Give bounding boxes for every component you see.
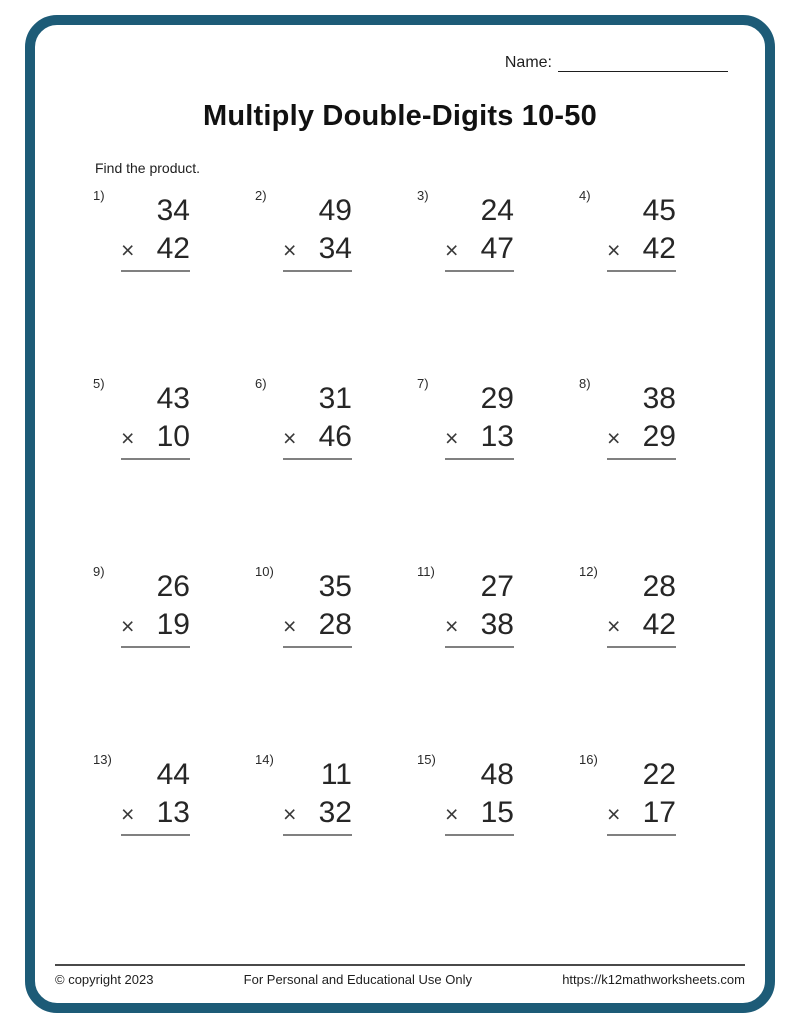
answer-line [445, 270, 514, 272]
problem-work [121, 758, 190, 836]
multiplier-row [283, 608, 352, 641]
times-icon: × [445, 613, 459, 639]
multiplicand: 48 [480, 758, 514, 791]
problem-work [607, 194, 676, 272]
multiplicand: 35 [318, 570, 352, 603]
multiplicand: 45 [642, 194, 676, 227]
multiplier-row [445, 608, 514, 641]
name-label: Name: [504, 54, 552, 71]
multiplier-row [445, 796, 514, 829]
answer-line [607, 646, 676, 648]
problem-12 [579, 562, 741, 750]
multiplier: 42 [642, 608, 676, 641]
problem-work [121, 382, 190, 460]
problem-16 [579, 750, 741, 938]
multiplier: 42 [642, 232, 676, 265]
problem-7 [417, 374, 579, 562]
times-icon: × [283, 613, 297, 639]
problem-work [445, 382, 514, 460]
answer-line [283, 270, 352, 272]
multiplicand: 38 [642, 382, 676, 415]
problem-number: 14) [255, 752, 274, 767]
multiplier: 42 [156, 232, 190, 265]
times-icon: × [607, 237, 621, 263]
problem-11 [417, 562, 579, 750]
problem-14 [255, 750, 417, 938]
answer-line [445, 834, 514, 836]
multiplicand: 49 [318, 194, 352, 227]
multiplicand: 26 [156, 570, 190, 603]
problem-9 [93, 562, 255, 750]
problem-4 [579, 186, 741, 374]
problem-number: 11) [417, 564, 435, 579]
multiplicand: 29 [480, 382, 514, 415]
times-icon: × [445, 425, 459, 451]
times-icon: × [283, 801, 297, 827]
problem-work [283, 194, 352, 272]
problem-work [283, 758, 352, 836]
usage-text: For Personal and Educational Use Only [243, 972, 473, 987]
multiplier: 34 [318, 232, 352, 265]
answer-line [445, 458, 514, 460]
problem-number: 1) [93, 188, 105, 203]
answer-line [121, 458, 190, 460]
multiplier: 28 [318, 608, 352, 641]
problem-6 [255, 374, 417, 562]
times-icon: × [121, 425, 135, 451]
times-icon: × [445, 801, 459, 827]
problem-work [283, 382, 352, 460]
problem-work [445, 758, 514, 836]
problem-work [445, 194, 514, 272]
problem-1 [93, 186, 255, 374]
multiplicand: 34 [156, 194, 190, 227]
problem-work [283, 570, 352, 648]
answer-line [121, 270, 190, 272]
multiplier-row [445, 232, 514, 265]
multiplier-row [283, 420, 352, 453]
problem-number: 6) [255, 376, 267, 391]
problem-8 [579, 374, 741, 562]
problem-number: 15) [417, 752, 436, 767]
answer-line [121, 646, 190, 648]
problem-number: 12) [579, 564, 598, 579]
problem-10 [255, 562, 417, 750]
multiplier-row [283, 796, 352, 829]
multiplier: 29 [642, 420, 676, 453]
multiplier-row [607, 796, 676, 829]
multiplier-row [121, 608, 190, 641]
multiplier-row [121, 796, 190, 829]
answer-line [283, 834, 352, 836]
times-icon: × [121, 237, 135, 263]
problem-number: 5) [93, 376, 105, 391]
problem-15 [417, 750, 579, 938]
page-footer [55, 964, 745, 987]
times-icon: × [607, 425, 621, 451]
problem-number: 2) [255, 188, 267, 203]
answer-line [607, 458, 676, 460]
instructions-text: Find the product. [95, 160, 201, 176]
multiplicand: 27 [480, 570, 514, 603]
multiplier: 13 [156, 796, 190, 829]
times-icon: × [607, 613, 621, 639]
copyright-text: © copyright 2023 [55, 972, 154, 987]
times-icon: × [283, 425, 297, 451]
problem-number: 16) [579, 752, 598, 767]
problem-number: 3) [417, 188, 429, 203]
problem-work [445, 570, 514, 648]
page-title: Multiply Double-Digits 10-50 [203, 100, 597, 132]
problem-number: 10) [255, 564, 274, 579]
problem-number: 4) [579, 188, 591, 203]
multiplier-row [121, 232, 190, 265]
website-url: https://k12mathworksheets.com [562, 972, 745, 987]
problem-number: 9) [93, 564, 105, 579]
times-icon: × [121, 613, 135, 639]
problem-number: 13) [93, 752, 112, 767]
answer-line [121, 834, 190, 836]
problem-3 [417, 186, 579, 374]
times-icon: × [607, 801, 621, 827]
answer-line [607, 270, 676, 272]
problem-number: 7) [417, 376, 429, 391]
multiplicand: 24 [480, 194, 514, 227]
multiplicand: 43 [156, 382, 190, 415]
answer-line [607, 834, 676, 836]
times-icon: × [445, 237, 459, 263]
multiplier: 46 [318, 420, 352, 453]
problem-5 [93, 374, 255, 562]
problem-work [607, 382, 676, 460]
problem-work [607, 758, 676, 836]
multiplicand: 22 [642, 758, 676, 791]
answer-line [283, 458, 352, 460]
problem-2 [255, 186, 417, 374]
multiplicand: 31 [318, 382, 352, 415]
problem-work [121, 570, 190, 648]
multiplier: 19 [156, 608, 190, 641]
multiplicand: 11 [320, 758, 352, 791]
multiplier-row [607, 608, 676, 641]
multiplier: 17 [642, 796, 676, 829]
multiplier-row [607, 420, 676, 453]
multiplier: 47 [480, 232, 514, 265]
name-row [505, 54, 728, 72]
problem-work [121, 194, 190, 272]
multiplier: 32 [318, 796, 352, 829]
multiplier-row [607, 232, 676, 265]
multiplier: 10 [156, 420, 190, 453]
multiplier-row [445, 420, 514, 453]
multiplicand: 28 [642, 570, 676, 603]
multiplicand: 44 [156, 758, 190, 791]
problem-13 [93, 750, 255, 938]
problem-number: 8) [579, 376, 591, 391]
multiplier: 15 [480, 796, 514, 829]
times-icon: × [283, 237, 297, 263]
answer-line [283, 646, 352, 648]
multiplier-row [121, 420, 190, 453]
problems-grid [93, 186, 741, 938]
problem-work [607, 570, 676, 648]
multiplier: 38 [480, 608, 514, 641]
answer-line [445, 646, 514, 648]
multiplier-row [283, 232, 352, 265]
times-icon: × [121, 801, 135, 827]
multiplier: 13 [480, 420, 514, 453]
name-blank-line [558, 56, 728, 72]
